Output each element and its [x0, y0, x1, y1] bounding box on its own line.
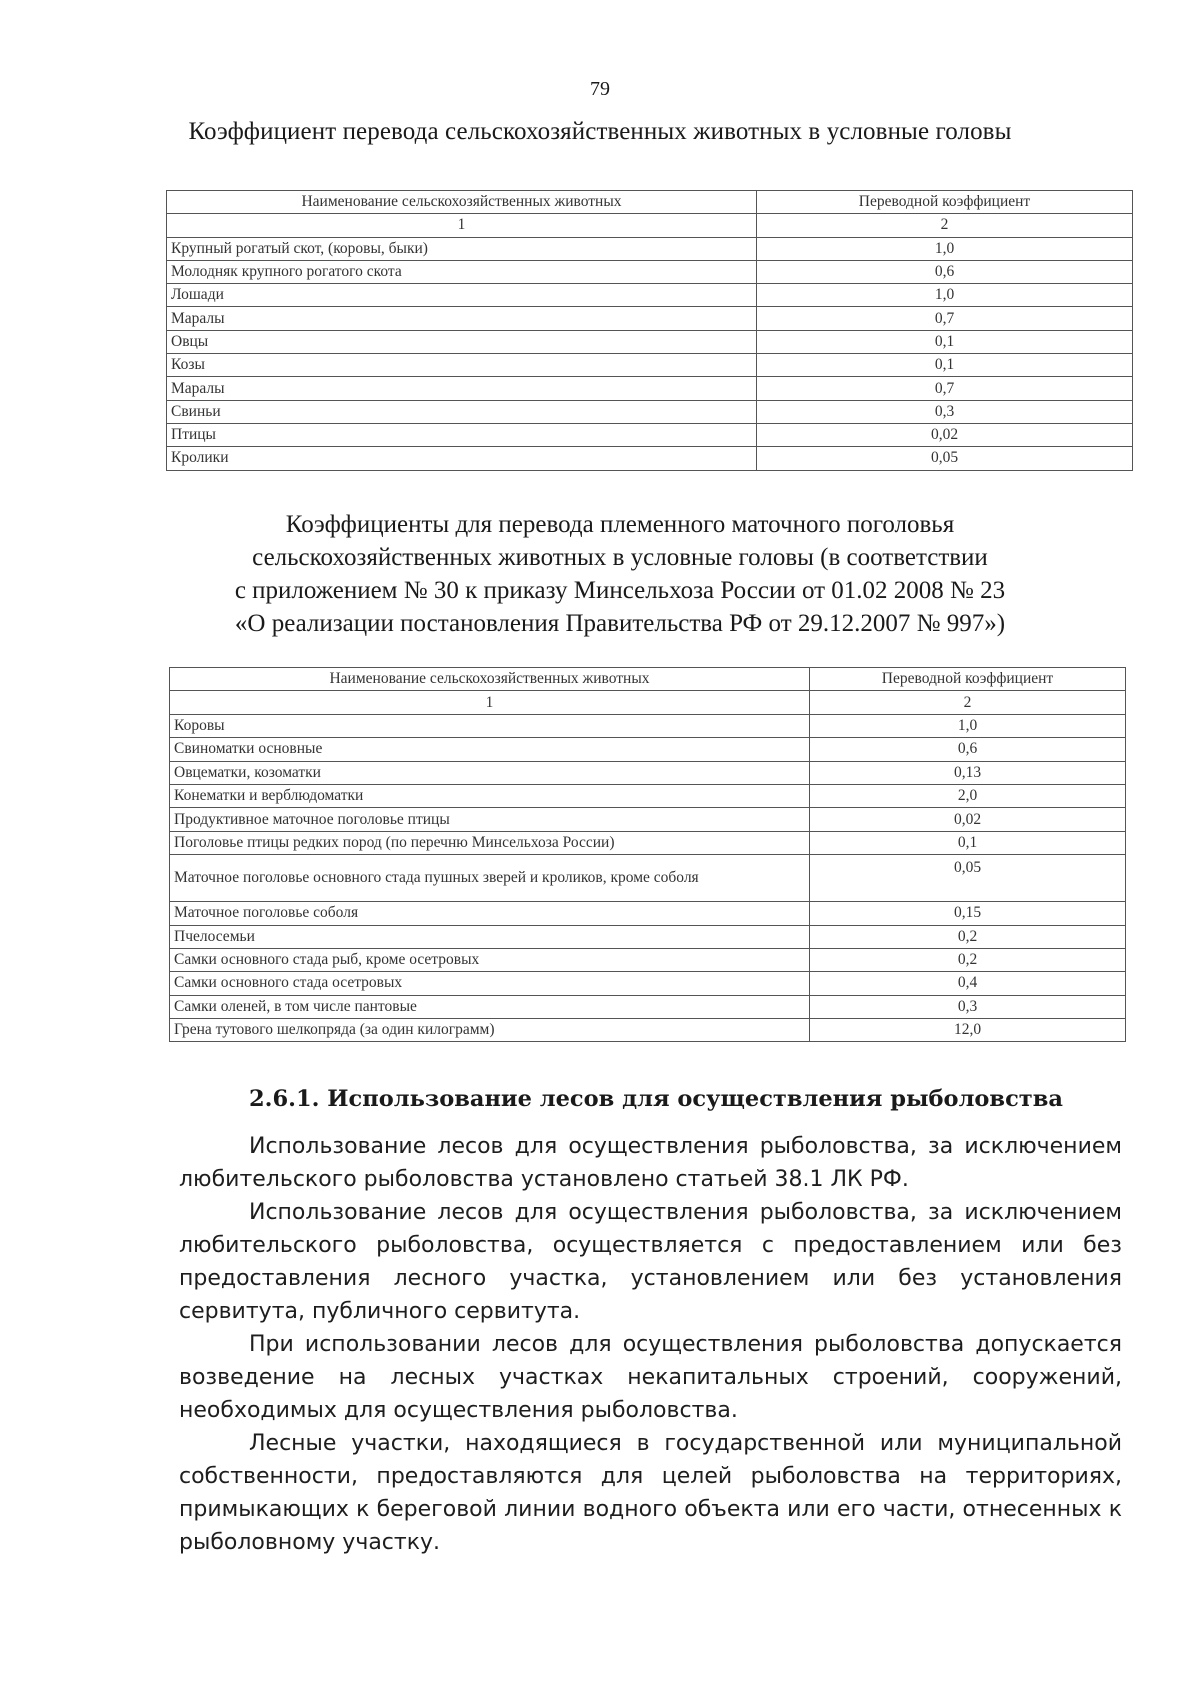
animal-name: Свиньи — [167, 400, 757, 423]
coefficient: 1,0 — [757, 284, 1133, 307]
coefficient: 0,02 — [810, 808, 1126, 831]
animal-name: Грена тутового шелкопряда (за один килограмм) — [170, 1019, 810, 1042]
coefficient: 0,1 — [810, 831, 1126, 854]
coefficient: 0,7 — [757, 377, 1133, 400]
table1-header-coef: Переводной коэффициент — [757, 191, 1133, 214]
coefficient: 1,0 — [810, 714, 1126, 737]
animal-name: Маралы — [167, 377, 757, 400]
animal-name: Крупный рогатый скот, (коровы, быки) — [167, 237, 757, 260]
table1-header-row — [167, 191, 1133, 214]
table2 — [169, 667, 1126, 1042]
table1-colnum-1: 1 — [167, 214, 757, 237]
animal-name: Лошади — [167, 284, 757, 307]
table2-colnum-row — [170, 691, 1126, 714]
coefficient: 0,1 — [757, 330, 1133, 353]
animal-name: Коровы — [170, 714, 810, 737]
animal-name: Конематки и верблюдоматки — [170, 784, 810, 807]
table2-title-line: с приложением № 30 к приказу Минсельхоза России от 01.02 2008 № 23 — [234, 577, 1006, 604]
table-row — [170, 995, 1126, 1018]
table-row — [167, 237, 1133, 260]
paragraph: При использовании лесов для осуществления рыболовства допускается возведение на лесных участках некапитальных строений, сооружений, необходимых для осуществления рыболовства. — [179, 1332, 1122, 1423]
animal-name: Маточное поголовье основного стада пушных зверей и кроликов, кроме соболя — [170, 855, 810, 902]
table-row — [170, 972, 1126, 995]
animal-name: Самки основного стада рыб, кроме осетровых — [170, 948, 810, 971]
animal-name: Козы — [167, 354, 757, 377]
table-row — [170, 714, 1126, 737]
animal-name: Пчелосемьи — [170, 925, 810, 948]
table-row — [170, 784, 1126, 807]
coefficient: 0,1 — [757, 354, 1133, 377]
section-heading: 2.6.1. Использование лесов для осуществления рыболовства — [249, 1086, 1063, 1112]
table1 — [166, 190, 1133, 471]
animal-name: Молодняк крупного рогатого скота — [167, 260, 757, 283]
table1-colnum-2: 2 — [757, 214, 1133, 237]
table-row — [170, 808, 1126, 831]
table2-title-line: сельскохозяйственных животных в условные головы (в соответствии — [252, 544, 988, 571]
section-body — [179, 1130, 1122, 1559]
table-row — [167, 400, 1133, 423]
coefficient: 12,0 — [810, 1019, 1126, 1042]
table-row — [170, 761, 1126, 784]
coefficient: 0,4 — [810, 972, 1126, 995]
table-row — [167, 354, 1133, 377]
coefficient: 2,0 — [810, 784, 1126, 807]
table2-header-row — [170, 668, 1126, 691]
table1-header-name: Наименование сельскохозяйственных животных — [167, 191, 757, 214]
table1-title: Коэффициент перевода сельскохозяйственных животных в условные головы — [188, 118, 1012, 145]
table2-title-line: Коэффициенты для перевода племенного маточного поголовья — [285, 511, 955, 538]
table-row — [170, 902, 1126, 925]
coefficient: 0,02 — [757, 423, 1133, 446]
animal-name: Поголовье птицы редких пород (по перечню Минсельхоза России) — [170, 831, 810, 854]
animal-name: Маточное поголовье соболя — [170, 902, 810, 925]
animal-name: Маралы — [167, 307, 757, 330]
coefficient: 1,0 — [757, 237, 1133, 260]
animal-name: Продуктивное маточное поголовье птицы — [170, 808, 810, 831]
animal-name: Овцематки, козоматки — [170, 761, 810, 784]
table-row — [170, 948, 1126, 971]
table-row — [170, 855, 1126, 902]
table-row — [167, 423, 1133, 446]
paragraph: Лесные участки, находящиеся в государственной или муниципальной собственности, предоставляются для целей рыболовства на территориях, примыкающих к береговой линии водного объекта или его части, отнесенных к рыболовному участку. — [179, 1431, 1122, 1555]
table-row — [167, 284, 1133, 307]
coefficient: 0,7 — [757, 307, 1133, 330]
coefficient: 0,3 — [757, 400, 1133, 423]
table-row — [167, 377, 1133, 400]
table-row — [170, 738, 1126, 761]
table-row — [167, 330, 1133, 353]
table-row — [170, 925, 1126, 948]
animal-name: Овцы — [167, 330, 757, 353]
table2-title — [150, 508, 1090, 640]
table-row — [167, 307, 1133, 330]
animal-name: Птицы — [167, 423, 757, 446]
coefficient: 0,05 — [810, 855, 1126, 902]
coefficient: 0,05 — [757, 447, 1133, 470]
paragraph: Использование лесов для осуществления рыболовства, за исключением любительского рыболовства, осуществляется с предоставлением или без предоставления лесного участка, установлением или без установления сервитута, публичного сервитута. — [179, 1200, 1122, 1324]
table-row — [170, 831, 1126, 854]
page-number: 79 — [590, 78, 610, 100]
coefficient: 0,15 — [810, 902, 1126, 925]
coefficient: 0,2 — [810, 948, 1126, 971]
coefficient: 0,6 — [757, 260, 1133, 283]
table-row — [170, 1019, 1126, 1042]
table2-colnum-2: 2 — [810, 691, 1126, 714]
animal-name: Свиноматки основные — [170, 738, 810, 761]
table2-title-line: «О реализации постановления Правительства РФ от 29.12.2007 № 997») — [234, 610, 1006, 637]
table-row — [167, 260, 1133, 283]
table2-colnum-1: 1 — [170, 691, 810, 714]
table2-header-name: Наименование сельскохозяйственных животных — [170, 668, 810, 691]
animal-name: Кролики — [167, 447, 757, 470]
coefficient: 0,3 — [810, 995, 1126, 1018]
coefficient: 0,6 — [810, 738, 1126, 761]
paragraph: Использование лесов для осуществления рыболовства, за исключением любительского рыболовства установлено статьей 38.1 ЛК РФ. — [179, 1134, 1122, 1192]
table1-colnum-row — [167, 214, 1133, 237]
animal-name: Самки основного стада осетровых — [170, 972, 810, 995]
table2-header-coef: Переводной коэффициент — [810, 668, 1126, 691]
coefficient: 0,2 — [810, 925, 1126, 948]
table-row — [167, 447, 1133, 470]
animal-name: Самки оленей, в том числе пантовые — [170, 995, 810, 1018]
coefficient: 0,13 — [810, 761, 1126, 784]
